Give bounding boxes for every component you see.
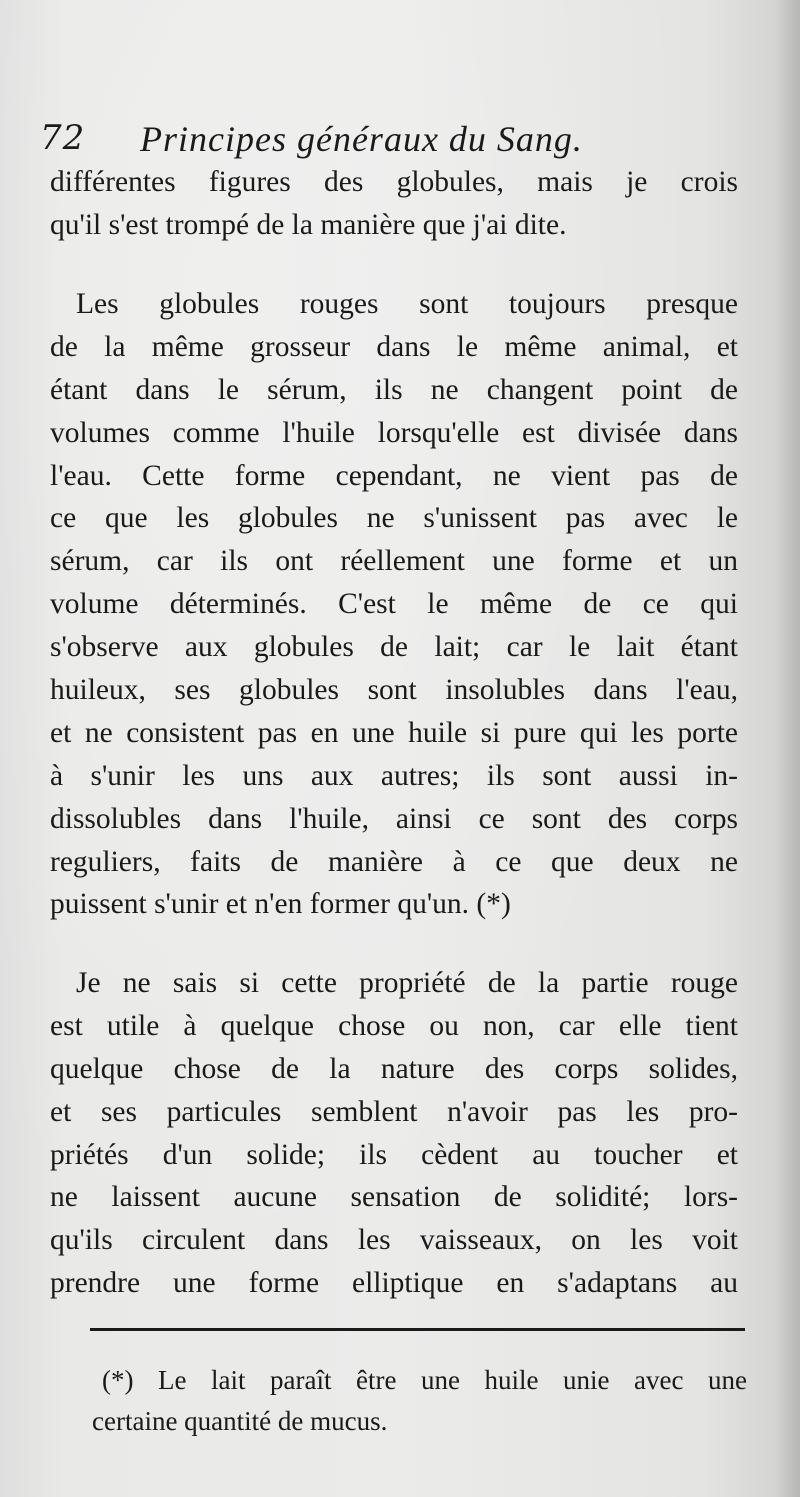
text-line: quelque chose de la nature des corps solides, bbox=[50, 1052, 738, 1085]
footnote-line: certaine quantité de mucus. bbox=[92, 1406, 388, 1436]
footnote bbox=[92, 1360, 747, 1442]
text-line: huileux, ses globules sont insolubles dans l'eau, bbox=[50, 674, 738, 707]
text-line: puissent s'unir et n'en former qu'un. (*) bbox=[50, 888, 511, 921]
text-line: et ses particules semblent n'avoir pas les pro- bbox=[50, 1095, 738, 1128]
footnote-rule bbox=[90, 1328, 745, 1331]
text-line: qu'il s'est trompé de la manière que j'ai dite. bbox=[50, 208, 567, 241]
paragraph-continuation bbox=[50, 161, 738, 247]
page-number: 72 bbox=[40, 118, 86, 158]
text-line: s'observe aux globules de lait; car le lait étant bbox=[50, 631, 738, 664]
text-line: et ne consistent pas en une huile si pure qui les porte bbox=[50, 716, 738, 749]
text-line: l'eau. Cette forme cependant, ne vient pas de bbox=[50, 459, 738, 492]
text-line: priétés d'un solide; ils cèdent au toucher et bbox=[50, 1138, 738, 1171]
text-line: Je ne sais si cette propriété de la partie rouge bbox=[76, 967, 738, 999]
page-edge-shadow bbox=[774, 0, 800, 1497]
text-line: à s'unir les uns aux autres; ils sont aussi in- bbox=[50, 759, 738, 792]
text-line: est utile à quelque chose ou non, car elle tient bbox=[50, 1009, 738, 1042]
text-line: volumes comme l'huile lorsqu'elle est divisée dans bbox=[50, 416, 738, 449]
text-line: qu'ils circulent dans les vaisseaux, on les voit bbox=[50, 1224, 738, 1257]
text-line: Les globules rouges sont toujours presque bbox=[76, 288, 738, 320]
text-line: sérum, car ils ont réellement une forme et un bbox=[50, 545, 738, 578]
text-line: reguliers, faits de manière à ce que deux ne bbox=[50, 845, 738, 878]
text-line: différentes figures des globules, mais je crois bbox=[50, 166, 738, 198]
running-title: Principes généraux du Sang. bbox=[140, 119, 583, 159]
text-line: prendre une forme elliptique en s'adaptans au bbox=[50, 1267, 738, 1300]
text-line: volume déterminés. C'est le même de ce qui bbox=[50, 588, 738, 621]
text-line: ne laissent aucune sensation de solidité; lors- bbox=[50, 1181, 738, 1214]
text-line: de la même grosseur dans le même animal, et bbox=[50, 330, 738, 363]
text-line: dissolubles dans l'huile, ainsi ce sont des corps bbox=[50, 802, 738, 835]
paragraph-globules bbox=[50, 283, 738, 926]
paragraph-propriete bbox=[50, 962, 738, 1305]
text-line: étant dans le sérum, ils ne changent point de bbox=[50, 373, 738, 406]
text-line: ce que les globules ne s'unissent pas avec le bbox=[50, 502, 738, 535]
footnote-line: (*) Le lait paraît être une huile unie avec une bbox=[102, 1365, 747, 1395]
